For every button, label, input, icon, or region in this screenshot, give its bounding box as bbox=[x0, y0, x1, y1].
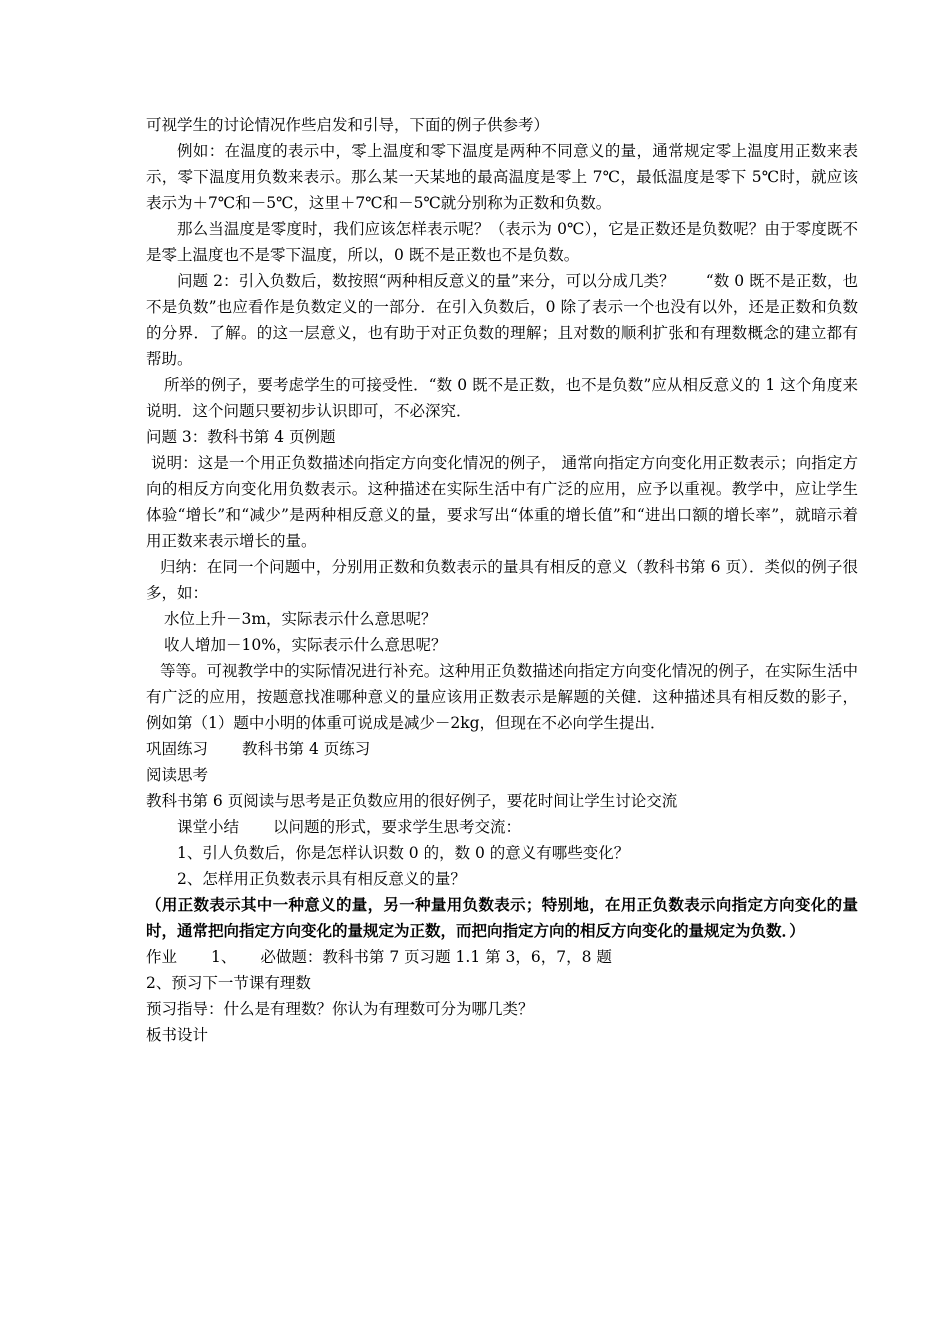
answer-bold-paragraph: （用正数表示其中一种意义的量，另一种量用负数表示；特别地，在用正负数表示向指定方向变化的量时，通常把向指定方向变化的量规定为正数，而把向指定方向的相反方向变化的量规定为负数．） bbox=[146, 895, 858, 940]
reading-text: 教科书第 6 页阅读与思考是正负数应用的很好例子，要花时间让学生讨论交流 bbox=[146, 792, 678, 810]
reading-title: 阅读思考 bbox=[146, 766, 209, 784]
summary-text: 以问题的形式，要求学生思考交流： bbox=[273, 818, 522, 836]
example-income: 收人增加－10%，实际表示什么意思呢？ bbox=[164, 636, 447, 654]
intro-line: 可视学生的讨论情况作些启发和引导，下面的例子供参考） bbox=[146, 116, 550, 134]
preview-item: 2、预习下一节课有理数 bbox=[146, 974, 311, 992]
homework-label: 作业 bbox=[146, 948, 178, 966]
question-3-heading: 问题 3：教科书第 4 页例题 bbox=[146, 428, 336, 446]
preview-guide: 预习指导：什么是有理数？你认为有理数可分为哪几类？ bbox=[146, 1000, 534, 1018]
question-2-paragraph: 问题 2：引入负数后，数按照“两种相反意义的量”来分，可以分成几类？ “数 0 既不是正数，也不是负数”也应看作是负数定义的一部分．在引入负数后，0 除了表示一个也没有以外，还是正数和负数的分界．了解。的这一层意义，也有助于对正负数的理解；且对数的顺利扩张和有理数概念的建立都有帮助。 bbox=[146, 272, 858, 368]
example-water-level: 水位上升－3m，实际表示什么意思呢？ bbox=[164, 610, 437, 628]
summary-line bbox=[146, 814, 858, 840]
practice-label: 巩固练习 bbox=[146, 740, 209, 758]
zero-degree-paragraph: 那么当温度是零度时，我们应该怎样表示呢？（表示为 0℃），它是正数还是负数呢？由于零度既不是零上温度也不是零下温度，所以，0 既不是正数也不是负数。 bbox=[146, 220, 858, 264]
examples-note-paragraph: 所举的例子，要考虑学生的可接受性．“数 0 既不是正数，也不是负数”应从相反意义的 1 这个角度来说明．这个问题只要初步认识即可，不必深究． bbox=[146, 376, 858, 420]
homework-text: 必做题：教科书第 7 页习题 1.1 第 3，6，7，8 题 bbox=[260, 948, 612, 966]
practice-line bbox=[146, 736, 858, 762]
supplement-paragraph: 等等。可视教学中的实际情况进行补充。这种用正负数描述向指定方向变化情况的例子，在实际生活中有广泛的应用，按题意找准哪种意义的量应该用正数表示是解题的关健．这种描述具有相反数的影子，例如第（1）题中小明的体重可说成是减少－2kg，但现在不必向学生提出． bbox=[146, 662, 858, 732]
summary-induction-paragraph: 归纳：在同一个问题中，分别用正数和负数表示的量具有相反的意义（教科书第 6 页）．类似的例子很多，如： bbox=[146, 558, 858, 602]
homework-number: 1、 bbox=[211, 948, 237, 966]
practice-text: 教科书第 4 页练习 bbox=[242, 740, 371, 758]
summary-item: 2、怎样用正负数表示具有相反意义的量？ bbox=[177, 870, 466, 888]
summary-label: 课堂小结 bbox=[177, 818, 240, 836]
homework-line bbox=[146, 944, 858, 970]
explanation-paragraph: 说明：这是一个用正负数描述向指定方向变化情况的例子， 通常向指定方向变化用正数表示；向指定方向的相反方向变化用负数表示。这种描述在实际生活中有广泛的应用，应予以重视。教学中，应让学生体验“增长”和“减少”是两种相反意义的量，要求写出“体重的增长值”和“进出口额的增长率”，就暗示着用正数来表示增长的量。 bbox=[146, 454, 858, 550]
summary-item: 1、引人负数后，你是怎样认识数 0 的，数 0 的意义有哪些变化？ bbox=[177, 844, 630, 862]
board-design-heading: 板书设计 bbox=[146, 1026, 209, 1044]
example-temperature: 例如：在温度的表示中，零上温度和零下温度是两种不同意义的量，通常规定零上温度用正数来表示，零下温度用负数来表示。那么某一天某地的最高温度是零上 7℃，最低温度是零下 5℃时，就应该表示为＋7℃和－5℃，这里＋7℃和－5℃就分别称为正数和负数。 bbox=[146, 142, 858, 212]
document-body bbox=[146, 112, 858, 1048]
